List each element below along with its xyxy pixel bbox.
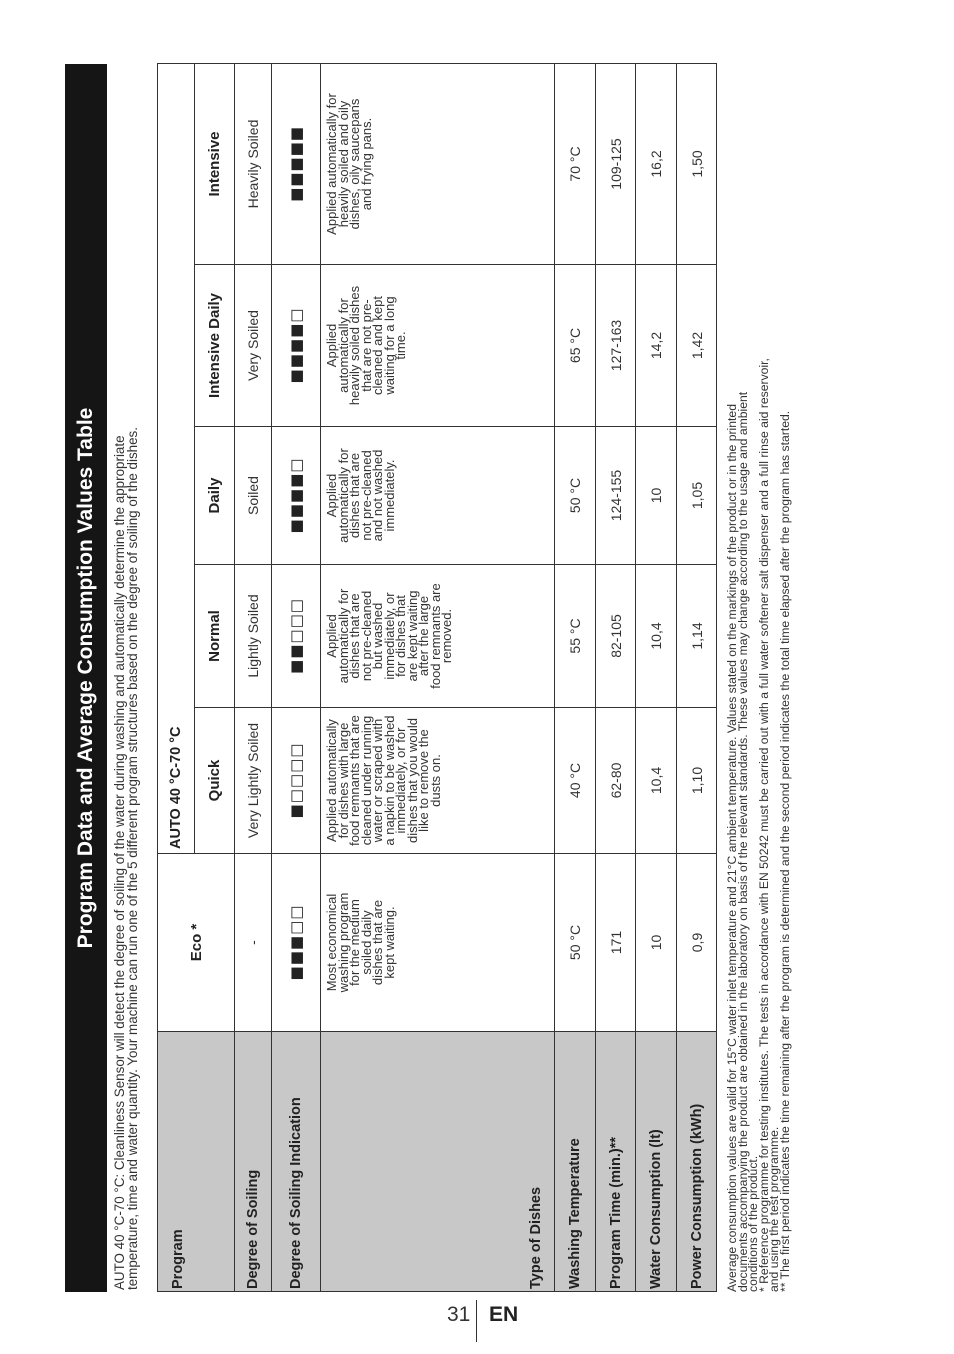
temperature-normal: 55 °C [555,565,596,708]
dishes-line: dishes that you would [404,717,420,844]
dishes-line: like to remove the [416,729,431,832]
temperature-quick: 40 °C [555,708,596,854]
temperature-intensive-daily: 65 °C [555,265,596,427]
dishes-line: a napkin to be washed [381,715,397,846]
dishes-intensive-daily [321,265,555,427]
intro-text [107,64,157,1292]
dishes-line: for dishes that [393,595,408,677]
footnote-line: conditions of the product. [746,1155,760,1292]
row-label-indication: Degree of Soiling Indication [272,1032,321,1292]
dishes-line: heavily soiled and oily [335,100,351,228]
temperature-eco: 50 °C [555,854,596,1032]
language-code: EN [489,1303,519,1326]
dishes-line: for the medium [347,899,362,986]
row-label-water: Water Consumption (lt) [636,1032,677,1292]
program-name-normal: Normal [195,565,235,708]
footnote-line: ** The first period indicates the time remaining after the program is determined and the second period indicates the total time elapsed after the program has started. [777,410,792,1292]
dishes-line: soiled daily [358,910,374,975]
water-daily: 10 [636,427,677,565]
program-name-daily: Daily [195,427,235,565]
dishes-line: water or scraped with [370,718,385,843]
time-quick: 62-80 [596,708,636,854]
temperature-daily: 50 °C [555,427,596,565]
program-name-eco: Eco * [158,854,235,1032]
power-daily: 1,05 [677,427,717,565]
dishes-line: dishes, oily saucepans [347,98,362,230]
dishes-line: food remnants that are [347,715,362,846]
dishes-eco [321,854,555,1032]
dishes-line: automatically for [335,298,351,393]
auto-group-header: AUTO 40 °C-70 °C [158,63,195,853]
dishes-line: and not washed [370,449,385,542]
dishes-line: cleaned and kept [370,295,385,396]
row-label-time: Program Time (min.)** [596,1032,636,1292]
time-eco: 171 [596,854,636,1032]
dishes-line: Applied automatically [324,719,339,842]
dishes-line: washing program [335,892,351,993]
intro-line: temperature, time and water quantity. Your machine can run one of the 5 different program structures based on the degree of soiling of the dishes. [125,427,140,1290]
soiling-normal: Lightly Soiled [235,565,272,708]
soiling-intensive: Heavily Soiled [235,63,272,264]
water-intensive: 16,2 [636,63,677,264]
indication-intensive-daily: ■■■■□ [272,265,321,427]
water-eco: 10 [636,854,677,1032]
soiling-eco: - [235,854,272,1032]
power-intensive-daily: 1,42 [677,265,717,427]
power-eco: 0,9 [677,854,717,1032]
dishes-line: Applied [324,614,339,658]
dishes-line: dishes that are [347,452,362,539]
dishes-line: not pre-cleaned [358,590,374,682]
dishes-line: waiting for a long [381,296,397,395]
time-intensive: 109-125 [596,63,636,264]
dishes-line: that are not pre- [358,299,374,392]
temperature-intensive: 70 °C [555,63,596,264]
indication-normal: ■■□□□ [272,565,321,708]
dishes-line: but washed [370,602,385,670]
dishes-line: after the large [416,595,431,677]
soiling-intensive-daily: Very Soiled [235,265,272,427]
row-label-soiling: Degree of Soiling [235,1032,272,1292]
intro-line: AUTO 40 °C-70 °C: Cleanliness Sensor will detect the degree of soiling of the water during washing and automatically determine the appropriate [112,435,127,1290]
time-normal: 82-105 [596,565,636,708]
dishes-normal [321,565,555,708]
dishes-line: automatically for [335,588,351,684]
soiling-quick: Very Lightly Soiled [235,708,272,854]
dishes-line: food remnants are [427,583,443,689]
footnote-line: documents accompanying the product are obtained in the laboratory on basis of the relevant standards. These values may change according to the usage and ambient [735,391,750,1292]
page-number-divider [476,1300,477,1342]
footnote-line: Average consumption values are valid for 15°C water inlet temperature and 21°C ambient temperature. Values stated on the markings of the product or in the printed [725,404,739,1292]
dishes-line: time. [393,331,408,360]
indication-daily: ■■■■□ [272,427,321,565]
time-intensive-daily: 127-163 [596,265,636,427]
dishes-line: heavily soiled dishes [347,285,362,406]
time-daily: 124-155 [596,427,636,565]
dishes-line: for dishes with large [335,722,351,839]
soiling-daily: Soiled [235,427,272,565]
dishes-line: Applied automatically for [324,93,339,235]
power-intensive: 1,50 [677,63,717,264]
power-quick: 1,10 [677,708,717,854]
dishes-line: automatically for [335,448,351,543]
footnote-line: and using the test programme. [767,1126,781,1292]
water-quick: 10,4 [636,708,677,854]
program-data-table [157,63,717,1292]
dishes-line: dishes that are [370,899,385,986]
dishes-line: immediately. [381,459,397,532]
table-title: Program Data and Average Consumption Values Table [65,64,107,1292]
dishes-line: not pre-cleaned [358,450,374,541]
page-number: 31 [447,1303,471,1326]
indication-quick: ■□□□□ [272,708,321,854]
dishes-line: immediately, or for [393,727,408,834]
dishes-line: immediately, or [381,592,397,680]
indication-eco: ■■■□□ [272,854,321,1032]
dishes-intensive [321,63,555,264]
footnotes [717,64,790,1292]
dishes-quick [321,708,555,854]
dishes-line: dusts on. [427,754,443,807]
indication-intensive: ■■■■■ [272,63,321,264]
dishes-daily [321,427,555,565]
dishes-line: and frying pans. [358,117,374,211]
program-name-intensive-daily: Intensive Daily [195,265,235,427]
water-normal: 10,4 [636,565,677,708]
rotated-page-content [65,64,820,1292]
dishes-line: removed. [439,608,454,664]
dishes-line: Most economical [324,893,339,992]
program-name-quick: Quick [195,708,235,854]
dishes-line: cleaned under running [358,715,374,846]
program-name-intensive: Intensive [195,63,235,264]
row-label-temperature: Washing Temperature [555,1032,596,1292]
dishes-line: Applied [324,473,339,518]
dishes-line: Applied [324,323,339,368]
dishes-line: are kept waiting [404,590,420,682]
dishes-line: kept waiting. [381,906,397,979]
row-label-power: Power Consumption (kWh) [677,1032,717,1292]
footnote-line: * Reference programme for testing institutes. The tests in accordance with EN 50242 must be carried out with a full water softener salt dispenser and a full rinse aid reservoir, [756,358,771,1292]
water-intensive-daily: 14,2 [636,265,677,427]
power-normal: 1,14 [677,565,717,708]
row-label-dishes: Type of Dishes [321,1032,555,1292]
row-label-program: Program [158,1032,235,1292]
dishes-line: dishes that are [347,593,362,679]
